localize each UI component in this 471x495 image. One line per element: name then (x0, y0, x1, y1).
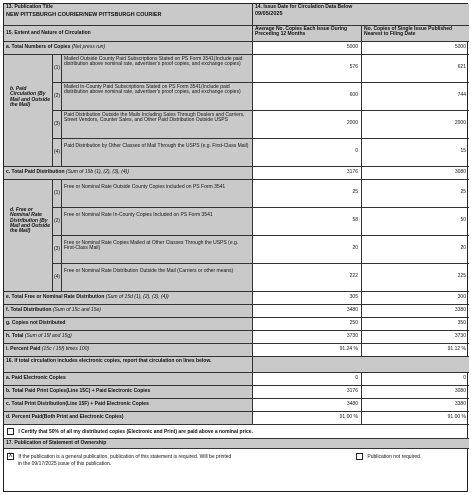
row-d3-avg: 20 (352, 245, 358, 251)
row-f-single: 3380 (454, 307, 466, 313)
row-h-label: h. Total (6, 333, 24, 339)
row-b4-avg: 0 (355, 148, 358, 154)
row16-b-avg: 3176 (346, 388, 358, 394)
row-g-single: 350 (457, 320, 466, 326)
row-g-avg: 250 (349, 320, 358, 326)
row-e-note: (Sum of 15d (1), (2), (3), (4)) (105, 294, 169, 300)
row-i-single: 91.12 % (447, 346, 466, 352)
row-a-label: a. Total Numbers of Copies (6, 44, 71, 50)
row-g-not-distributed (4, 318, 469, 331)
row-h-note: (Sum of 15f and 15g) (24, 333, 72, 339)
row-a-avg: 5000 (346, 44, 358, 50)
row-d1-num: (1) (53, 180, 61, 207)
row-b3-single: 2000 (454, 120, 466, 126)
row-e-single: 300 (457, 294, 466, 300)
row16-a-avg: 0 (355, 375, 358, 381)
row-d2-num: (2) (53, 208, 61, 235)
certify-text: I Certify that 50% of all my distributed copies (Electronic and Print) are paid above a nominal price. (18, 428, 253, 435)
section17-required-text-2: in the 09/17/2025 issue of this publication. (18, 461, 112, 468)
section15-header-row (4, 26, 469, 42)
col-single-header: No. Copies of Single Issue Published Nearest to Filing Date (362, 26, 469, 41)
row-i-note: (15c / 15f) times 100) (41, 346, 90, 352)
row16-a-paid-electronic (4, 373, 469, 386)
row-i-label: i. Percent Paid (6, 346, 41, 352)
row-i-avg: 91.24 % (339, 346, 358, 352)
row16-d-single: 91.00 % (447, 414, 466, 420)
row16-d-label: d. Percent Paid(Both Print and Electronic Copies) (4, 412, 252, 424)
row-a-note: (Net press run) (71, 44, 106, 50)
section17-label: 17. Publication of Statement of Ownership (6, 440, 107, 446)
row-d4-single: 225 (457, 273, 466, 279)
row-b1 (53, 55, 469, 83)
header-row (4, 4, 469, 26)
row-e-label: e. Total Free or Nominal Rate Distribution (6, 294, 105, 300)
row-d3-text: Free or Nominal Rate Copies Mailed at Other Classes Through the USPS (e.g. First-Class Mail) (62, 236, 252, 263)
row16-a-label: a. Paid Electronic Copies (4, 373, 252, 385)
publication-title-value: NEW PITTSBURGH COURIER/NEW PITTSBURGH COURIER (6, 12, 162, 19)
row16-c-single: 3380 (454, 401, 466, 407)
row-h-single: 3730 (454, 333, 466, 339)
row16-b-label: b. Total Paid Print Copies(Line 15C) + Paid Electronic Copies (4, 386, 252, 398)
row-b4-single: 15 (460, 148, 466, 154)
row-d4 (53, 264, 469, 292)
row-d2 (53, 208, 469, 236)
row-b-label: b. Paid Circulation (By Mail and Outside the Mail) (10, 86, 51, 108)
row-b3 (53, 111, 469, 139)
section16-header-row (4, 357, 469, 373)
row-b2-num: (2) (53, 83, 61, 110)
row-d2-text: Free or Nominal Rate In-County Copies Included on PS Form 3541 (62, 208, 252, 235)
certify-checkbox[interactable] (7, 428, 14, 435)
row-i-percent-paid (4, 344, 469, 357)
row16-a-single: 0 (463, 375, 466, 381)
row-b2-avg: 600 (349, 92, 358, 98)
row-d1 (53, 180, 469, 208)
row-d4-text: Free or Nominal Rate Distribution Outside the Mail (Carriers or other means) (62, 264, 252, 291)
section17-option-required (7, 453, 347, 467)
row-b1-num: (1) (53, 55, 61, 82)
row-b1-text: Mailed Outside County Paid Subscriptions Stated on PS Form 3541(Include paid distribution above nominal rate, advertiser's proof copies, and exchange copies) (62, 55, 252, 82)
row-d1-text: Free or Nominal Rate Outside County Copies included on PS Form 3541 (62, 180, 252, 207)
row-b3-num: (3) (53, 111, 61, 138)
ps-form-3526-circulation (3, 3, 468, 492)
section17-header-row (4, 439, 469, 449)
row-d4-num: (4) (53, 264, 61, 291)
row-d1-avg: 25 (352, 189, 358, 195)
publication-title-cell (4, 4, 252, 25)
issue-date-label: 14. Issue Date for Circulation Data Below (255, 4, 353, 10)
row-b1-avg: 576 (349, 64, 358, 70)
row-a-single: 5000 (454, 44, 466, 50)
row-g-label: g. Copies not Distributed (6, 320, 66, 326)
row16-b-single: 3080 (454, 388, 466, 394)
row-b4-num: (4) (53, 139, 61, 166)
section17-required-checkbox[interactable]: X (8, 453, 13, 459)
row-f-avg: 3480 (346, 307, 358, 313)
row16-c-total-print-distribution (4, 399, 469, 412)
row-d3-single: 20 (460, 245, 466, 251)
section17-required-text-1: If the publication is a general publication, publication of this statement is required. Will be printed (18, 453, 232, 460)
row16-d-avg: 91.00 % (339, 414, 358, 420)
row16-c-avg: 3480 (346, 401, 358, 407)
publication-title-label: 13. Publication Title (6, 4, 53, 10)
row-d3 (53, 236, 469, 264)
row-c-note: (Sum of 15b (1), (2), (3), (4)) (65, 169, 129, 175)
row16-b-total-paid-print (4, 386, 469, 399)
row-f-label: f. Total Distribution (6, 307, 52, 313)
row-b3-avg: 2000 (346, 120, 358, 126)
row-e-avg: 305 (349, 294, 358, 300)
row-f-total-distribution (4, 305, 469, 318)
row-b4 (53, 139, 469, 167)
row-e-total-free (4, 292, 469, 305)
row-b2-single: 744 (457, 92, 466, 98)
row-a-total-copies (4, 42, 469, 55)
row-h-total (4, 331, 469, 344)
row-b2 (53, 83, 469, 111)
row16-d-percent-paid (4, 412, 469, 425)
row-d2-single: 50 (460, 217, 466, 223)
section17-not-required-text: Publication not required. (367, 453, 422, 460)
row16-c-label: c. Total Print Distribution(Line 15F) + Paid Electronic Copies (4, 399, 252, 411)
row-c-total-paid (4, 167, 469, 180)
row-d3-num: (3) (53, 236, 61, 263)
issue-date-cell (253, 4, 469, 25)
row-f-note: (Sum of 15c and 15e) (52, 307, 101, 313)
row-d4-avg: 222 (349, 273, 358, 279)
section17-not-required-checkbox[interactable] (356, 453, 363, 460)
certify-row (4, 425, 469, 439)
row-c-avg: 3176 (346, 169, 358, 175)
section17-option-not-required (356, 453, 421, 460)
section16-label: 16. If total circulation includes electronic copies, report that circulation on lines below. (4, 357, 252, 372)
row-b2-text: Mailed In-County Paid Subscriptions Stated on PS Form 3541(Include paid distribution above nominal rate, advertiser's proof copies, and exchange copies) (62, 83, 252, 110)
issue-date-value: 09/05/2025 (255, 11, 283, 18)
row-b1-single: 621 (457, 64, 466, 70)
section15-label: 15. Extent and Nature of Circulation (4, 26, 252, 41)
row-d2-avg: 58 (352, 217, 358, 223)
row-c-single: 3080 (454, 169, 466, 175)
col-avg-header: Average No. Copies Each Issue During Preceding 12 Months (253, 26, 361, 41)
section17-options (4, 449, 469, 493)
row-b4-text: Paid Distribution by Other Classes of Mail Through the USPS (e.g. First-Class Mail) (62, 139, 252, 166)
row-h-avg: 3730 (346, 333, 358, 339)
row-b3-text: Paid Distribution Outside the Mails Including Sales Through Dealers and Carriers, Street Vendors, Counter Sales, and Other Paid Distribution Outside USPS (62, 111, 252, 138)
row-d1-single: 25 (460, 189, 466, 195)
row-d-label: d. Free or Nominal Rate Distribution (By Mail and Outside the Mail) (10, 207, 51, 234)
row-c-label: c. Total Paid Distribution (6, 169, 65, 175)
